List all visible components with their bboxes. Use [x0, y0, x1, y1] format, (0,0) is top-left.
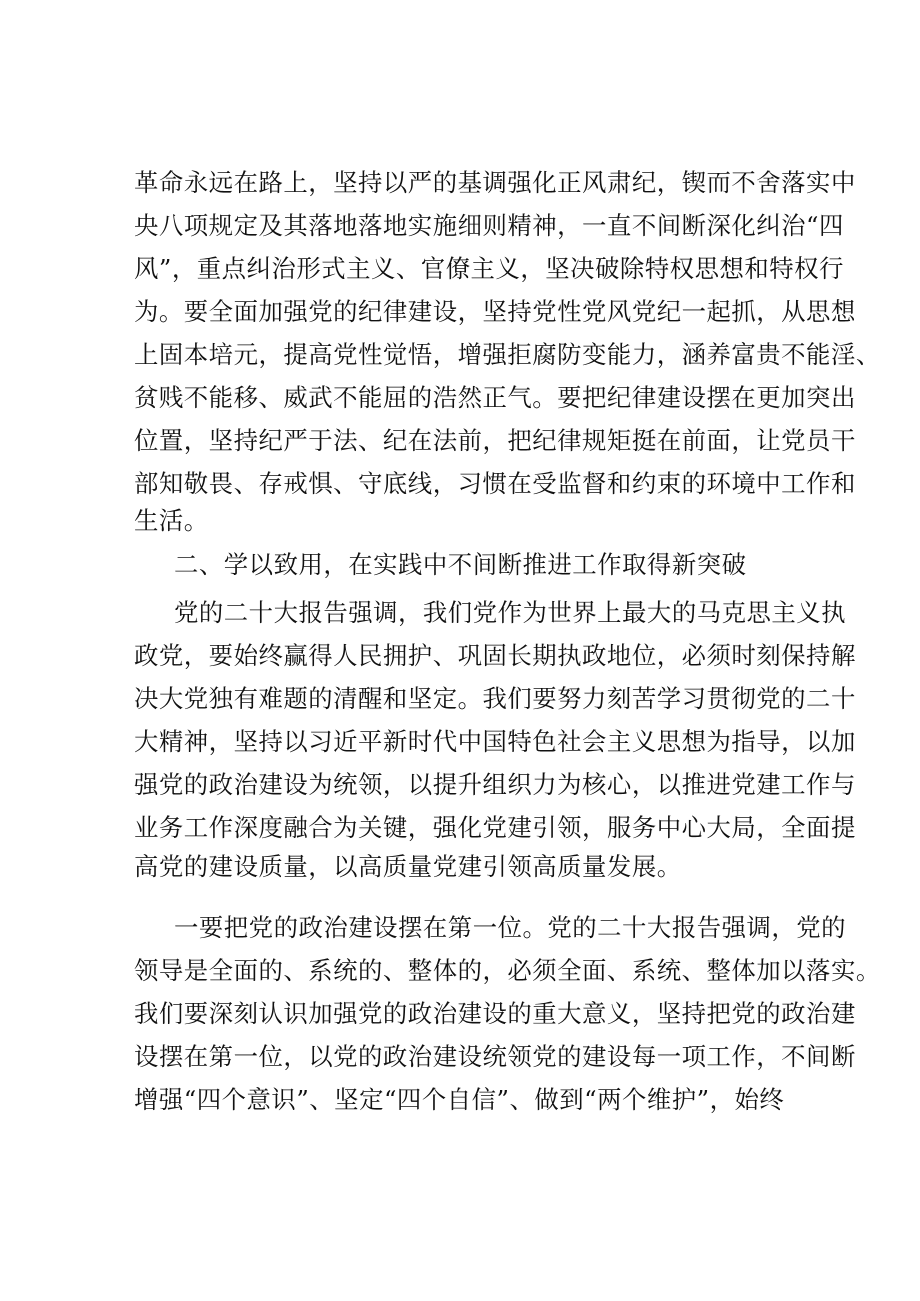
text-line: 设摆在第一位，以党的政治建设统领党的建设每一项工作，不间断 [134, 1042, 856, 1071]
text-line: 一要把党的政治建设摆在第一位。党的二十大报告强调，党的 [174, 913, 847, 942]
heading-text: 二、学以致用，在实践中不间断推进工作取得新突破 [174, 550, 747, 579]
text-line: 央八项规定及其落地落地实施细则精神，一直不间断深化纠治“四 [134, 211, 844, 240]
text-line: 风”，重点纠治形式主义、官僚主义，坚决破除特权思想和特权行 [134, 254, 844, 283]
text-line: 我们要深刻认识加强党的政治建设的重大意义，坚持把党的政治建 [134, 999, 856, 1028]
text-line: 领导是全面的、系统的、整体的，必须全面、系统、整体加以落实。 [134, 956, 881, 985]
text-line: 决大党独有难题的清醒和坚定。我们要努力刻苦学习贯彻党的二十 [134, 684, 856, 713]
text-line: 位置，坚持纪严于法、纪在法前，把纪律规矩挺在前面，让党员干 [134, 426, 856, 455]
text-line: 高党的建设质量，以高质量党建引领高质量发展。 [134, 852, 682, 881]
text-line: 上固本培元，提高党性觉悟，增强拒腐防变能力，涵养富贵不能淫、 [134, 340, 881, 369]
text-line: 党的二十大报告强调，我们党作为世界上最大的马克思主义执 [174, 598, 847, 627]
text-line: 部知敬畏、存戒惧、守底线，习惯在受监督和约束的环境中工作和 [134, 469, 856, 498]
text-line: 业务工作深度融合为关键，强化党建引领，服务中心大局，全面提 [134, 813, 856, 842]
text-line: 为。要全面加强党的纪律建设，坚持党性党风党纪一起抓，从思想 [134, 297, 856, 326]
text-line: 贫贱不能移、威武不能屈的浩然正气。要把纪律建设摆在更加突出 [134, 383, 856, 412]
text-line: 强党的政治建设为统领，以提升组织力为核心，以推进党建工作与 [134, 770, 856, 799]
text-line: 大精神，坚持以习近平新时代中国特色社会主义思想为指导，以加 [134, 727, 856, 756]
text-line: 增强“四个意识”、坚定“四个自信”、做到“两个维护”，始终 [134, 1085, 785, 1114]
text-line: 革命永远在路上，坚持以严的基调强化正风肃纪，锲而不舍落实中 [134, 168, 856, 197]
text-line: 政党，要始终赢得人民拥护、巩固长期执政地位，必须时刻保持解 [134, 641, 856, 670]
text-line: 生活。 [134, 506, 209, 535]
